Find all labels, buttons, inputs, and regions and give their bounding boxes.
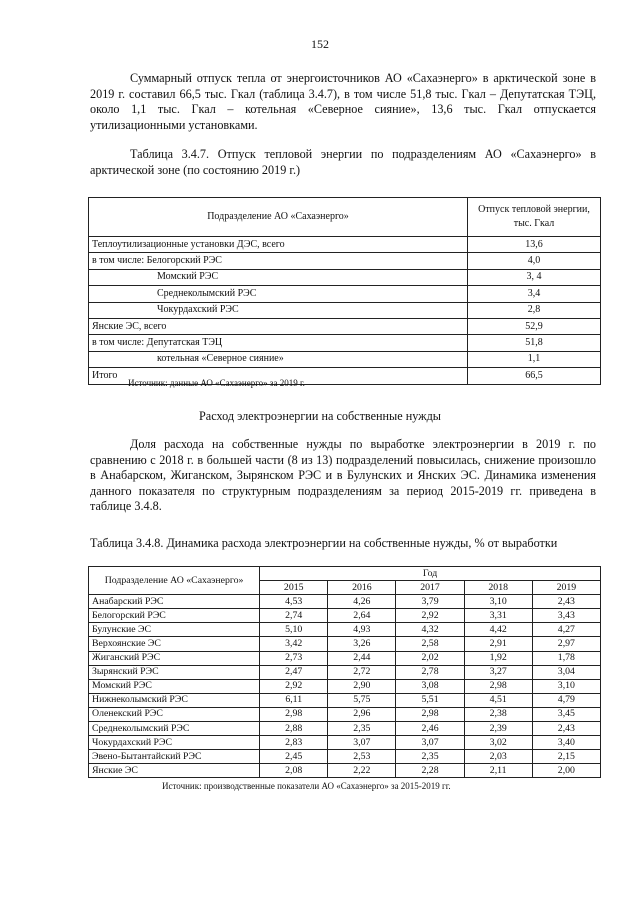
- table2-row: [89, 623, 601, 637]
- table2-value-cell: 2,35: [328, 722, 396, 736]
- table1-row: [89, 253, 601, 269]
- table1-row: [89, 335, 601, 351]
- table2-value-cell: 2,98: [260, 707, 328, 721]
- table2-value-cell: 2,08: [260, 764, 328, 778]
- intro-paragraph: Суммарный отпуск тепла от энергоисточников АО «Сахаэнерго» в арктической зоне в 2019 г. составил 66,5 тыс. Гкал (таблица 3.4.7), в том числе 51,8 тыс. Гкал – Депутатская ТЭЦ, около 1,1 тыс. Гкал – котельная «Северное сияние», 13,6 тыс. Гкал отпускается утилизационными установками.: [90, 71, 596, 132]
- table2-value-cell: 2,58: [396, 637, 464, 651]
- table2-value-cell: 3,42: [260, 637, 328, 651]
- table2-value-cell: 3,07: [396, 736, 464, 750]
- table2-value-cell: 2,90: [328, 679, 396, 693]
- table2-row: [89, 722, 601, 736]
- table1-unit-cell: Теплоутилизационные установки ДЭС, всего: [89, 237, 468, 253]
- table2-value-cell: 2,64: [328, 609, 396, 623]
- table1-value-cell: 51,8: [468, 335, 601, 351]
- table2-row: [89, 750, 601, 764]
- table2-value-cell: 1,78: [532, 651, 600, 665]
- table2-row: [89, 693, 601, 707]
- table2-unit-cell: Булунские ЭС: [89, 623, 260, 637]
- table2-value-cell: 3,10: [464, 595, 532, 609]
- table2-row: [89, 707, 601, 721]
- table2-header-year: Год: [260, 567, 601, 581]
- table1-unit-cell: в том числе: Белогорский РЭС: [89, 253, 468, 269]
- table2-unit-cell: Момский РЭС: [89, 679, 260, 693]
- table1-row: [89, 302, 601, 318]
- table2-value-cell: 2,44: [328, 651, 396, 665]
- share-paragraph: Доля расхода на собственные нужды по выработке электроэнергии в 2019 г. по сравнению с 2018 г. в большей части (8 из 13) подразделений повысилась, снижение произошло в Анабарском, Жиганском, Зырянском РЭС и в Булунских и Янских ЭС. Динамика изменения данного показателя по структурным подразделениям за период 2015-2019 гг. приведена в таблице 3.4.8.: [90, 437, 596, 514]
- table1-header-unit: Подразделение АО «Сахаэнерго»: [89, 198, 468, 237]
- table2-unit-cell: Верхоянские ЭС: [89, 637, 260, 651]
- table2-row: [89, 736, 601, 750]
- table2-value-cell: 3,10: [532, 679, 600, 693]
- table1-unit-cell: Среднеколымский РЭС: [89, 286, 468, 302]
- table1-unit-cell: Итого: [89, 368, 468, 384]
- table1-row: [89, 269, 601, 285]
- table2-value-cell: 4,27: [532, 623, 600, 637]
- table2-value-cell: 4,42: [464, 623, 532, 637]
- table2-value-cell: 3,27: [464, 665, 532, 679]
- table2-unit-cell: Белогорский РЭС: [89, 609, 260, 623]
- table1-value-cell: 66,5: [468, 368, 601, 384]
- table2-unit-cell: Нижнеколымский РЭС: [89, 693, 260, 707]
- table2-value-cell: 2,43: [532, 722, 600, 736]
- table2-row: [89, 665, 601, 679]
- table2-value-cell: 2,92: [260, 679, 328, 693]
- table2-row: [89, 609, 601, 623]
- table2-value-cell: 3,40: [532, 736, 600, 750]
- table2-unit-cell: Среднеколымский РЭС: [89, 722, 260, 736]
- table2-value-cell: 5,75: [328, 693, 396, 707]
- table2-value-cell: 2,53: [328, 750, 396, 764]
- table2-value-cell: 3,26: [328, 637, 396, 651]
- table2-value-cell: 4,53: [260, 595, 328, 609]
- table1-unit-cell: Янские ЭС, всего: [89, 318, 468, 334]
- table2-value-cell: 2,43: [532, 595, 600, 609]
- table1-value-cell: 1,1: [468, 351, 601, 367]
- table2-value-cell: 2,91: [464, 637, 532, 651]
- table1-row: [89, 351, 601, 367]
- table2-value-cell: 3,04: [532, 665, 600, 679]
- table2-value-cell: 2,98: [396, 707, 464, 721]
- table2-value-cell: 2,15: [532, 750, 600, 764]
- table2-value-cell: 2,11: [464, 764, 532, 778]
- table2-value-cell: 2,00: [532, 764, 600, 778]
- table2-row: [89, 595, 601, 609]
- table1-row: [89, 286, 601, 302]
- table2-value-cell: 2,73: [260, 651, 328, 665]
- table2-value-cell: 1,92: [464, 651, 532, 665]
- table2-value-cell: 3,07: [328, 736, 396, 750]
- table2-unit-cell: Зырянский РЭС: [89, 665, 260, 679]
- table1-source: Источник: данные АО «Сахаэнерго» за 2019 г.: [128, 378, 305, 388]
- table2-value-cell: 2,96: [328, 707, 396, 721]
- table2-value-cell: 4,79: [532, 693, 600, 707]
- table1-unit-cell: котельная «Северное сияние»: [89, 351, 468, 367]
- table2-value-cell: 3,31: [464, 609, 532, 623]
- table2-year-header: 2017: [396, 581, 464, 595]
- table1-unit-cell: Чокурдахский РЭС: [89, 302, 468, 318]
- table2-value-cell: 2,97: [532, 637, 600, 651]
- table2-value-cell: 2,03: [464, 750, 532, 764]
- table1-value-cell: 4,0: [468, 253, 601, 269]
- table2-unit-cell: Эвено-Бытантайский РЭС: [89, 750, 260, 764]
- table2-value-cell: 2,92: [396, 609, 464, 623]
- table2-value-cell: 2,28: [396, 764, 464, 778]
- table1-row: [89, 318, 601, 334]
- table2-unit-cell: Чокурдахский РЭС: [89, 736, 260, 750]
- table2-value-cell: 2,78: [396, 665, 464, 679]
- table2-value-cell: 4,51: [464, 693, 532, 707]
- table2-row: [89, 679, 601, 693]
- page-number: 152: [311, 37, 329, 51]
- table2-row: [89, 637, 601, 651]
- own-needs-table: [88, 566, 601, 778]
- table2-value-cell: 4,32: [396, 623, 464, 637]
- table2-value-cell: 2,83: [260, 736, 328, 750]
- table2-value-cell: 6,11: [260, 693, 328, 707]
- table1-header-row: [89, 198, 601, 237]
- table2-unit-cell: Оленекский РЭС: [89, 707, 260, 721]
- table2-value-cell: 2,72: [328, 665, 396, 679]
- table2-year-header: 2016: [328, 581, 396, 595]
- heat-supply-table: [88, 197, 601, 385]
- table2-value-cell: 2,47: [260, 665, 328, 679]
- table2-value-cell: 4,26: [328, 595, 396, 609]
- table2-value-cell: 2,35: [396, 750, 464, 764]
- table2-header-row-1: [89, 567, 601, 581]
- table1-header-value: Отпуск тепловой энергии, тыс. Гкал: [468, 198, 601, 237]
- table2-value-cell: 5,51: [396, 693, 464, 707]
- table2-value-cell: 3,45: [532, 707, 600, 721]
- table2-unit-cell: Анабарский РЭС: [89, 595, 260, 609]
- table2-row: [89, 764, 601, 778]
- table2-value-cell: 3,08: [396, 679, 464, 693]
- table2-year-header: 2015: [260, 581, 328, 595]
- table2-year-header: 2019: [532, 581, 600, 595]
- table2-value-cell: 3,43: [532, 609, 600, 623]
- table2-value-cell: 3,79: [396, 595, 464, 609]
- table2-unit-cell: Жиганский РЭС: [89, 651, 260, 665]
- table1-value-cell: 3, 4: [468, 269, 601, 285]
- table2-value-cell: 2,39: [464, 722, 532, 736]
- table1-value-cell: 3,4: [468, 286, 601, 302]
- table2-value-cell: 3,02: [464, 736, 532, 750]
- table1-row: [89, 237, 601, 253]
- section-heading: Расход электроэнергии на собственные нужды: [199, 409, 441, 423]
- table2-source: Источник: производственные показатели АО «Сахаэнерго» за 2015-2019 гг.: [162, 781, 451, 791]
- table2-header-unit: Подразделение АО «Сахаэнерго»: [89, 567, 260, 595]
- table2-value-cell: 2,38: [464, 707, 532, 721]
- table2-year-header: 2018: [464, 581, 532, 595]
- table2-value-cell: 2,74: [260, 609, 328, 623]
- table1-value-cell: 2,8: [468, 302, 601, 318]
- table1-unit-cell: в том числе: Депутатская ТЭЦ: [89, 335, 468, 351]
- table2-value-cell: 2,45: [260, 750, 328, 764]
- table2-value-cell: 2,88: [260, 722, 328, 736]
- table2-value-cell: 4,93: [328, 623, 396, 637]
- table2-row: [89, 651, 601, 665]
- table2-value-cell: 2,98: [464, 679, 532, 693]
- table2-value-cell: 5,10: [260, 623, 328, 637]
- table1-unit-cell: Момский РЭС: [89, 269, 468, 285]
- table2-value-cell: 2,46: [396, 722, 464, 736]
- table1-value-cell: 13,6: [468, 237, 601, 253]
- table2-value-cell: 2,02: [396, 651, 464, 665]
- table2-unit-cell: Янские ЭС: [89, 764, 260, 778]
- table2-caption: Таблица 3.4.8. Динамика расхода электроэнергии на собственные нужды, % от выработки: [90, 536, 558, 550]
- table1-value-cell: 52,9: [468, 318, 601, 334]
- table1-caption: Таблица 3.4.7. Отпуск тепловой энергии по подразделениям АО «Сахаэнерго» в арктической зоне (по состоянию 2019 г.): [90, 147, 596, 177]
- table2-value-cell: 2,22: [328, 764, 396, 778]
